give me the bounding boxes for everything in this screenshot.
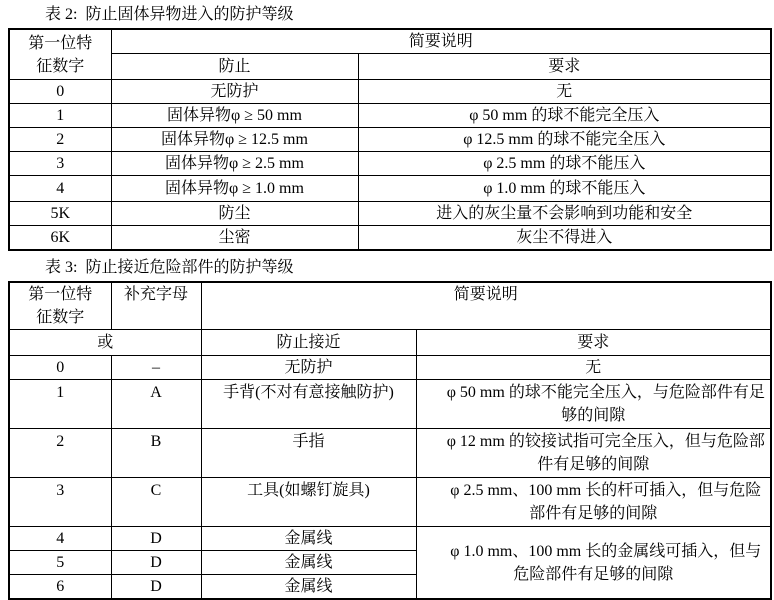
t3-header-requirement: 要求 <box>416 330 771 356</box>
table2-caption: 表 2: 防止固体异物进入的防护等级 <box>45 6 294 23</box>
table-row <box>9 380 771 429</box>
table-row <box>9 226 771 251</box>
t2-header-row-2 <box>9 54 771 80</box>
t3-header-row-2 <box>9 330 771 356</box>
cell-requirement: φ 12 mm 的铰接试指可完全压入，但与危险部件有足够的间隙 <box>416 429 771 478</box>
cell-letter: – <box>111 356 201 380</box>
table-row <box>9 202 771 226</box>
t3-header-or: 或 <box>9 330 201 356</box>
cell-access: 金属线 <box>201 551 416 575</box>
t3-header-row-1 <box>9 282 771 330</box>
cell-requirement: 无 <box>416 356 771 380</box>
table-row <box>9 104 771 128</box>
cell-digit: 5 <box>9 551 111 575</box>
cell-requirement: φ 12.5 mm 的球不能完全压入 <box>358 128 771 152</box>
table2-solid-objects <box>8 28 772 251</box>
cell-letter: D <box>111 551 201 575</box>
t3-header-first-digit <box>9 282 111 330</box>
cell-prevent: 固体异物φ ≥ 50 mm <box>111 104 358 128</box>
t2-header-first-digit-line1: 第一位特 <box>28 34 93 52</box>
cell-prevent: 防尘 <box>111 202 358 226</box>
cell-requirement: φ 2.5 mm 的球不能压入 <box>358 152 771 176</box>
cell-code: 5K <box>9 202 111 226</box>
cell-prevent: 固体异物φ ≥ 12.5 mm <box>111 128 358 152</box>
cell-requirement: φ 50 mm 的球不能完全压入，与危险部件有足够的间隙 <box>416 380 771 429</box>
cell-access: 金属线 <box>201 527 416 551</box>
cell-requirement: φ 1.0 mm 的球不能压入 <box>358 176 771 202</box>
cell-letter: A <box>111 380 201 429</box>
cell-digit: 1 <box>9 380 111 429</box>
t2-header-first-digit <box>9 29 111 80</box>
t2-header-first-digit-line2: 征数字 <box>36 57 85 75</box>
table-row <box>9 527 771 551</box>
cell-requirement: 无 <box>358 80 771 104</box>
cell-requirement: 灰尘不得进入 <box>358 226 771 251</box>
cell-digit: 4 <box>9 527 111 551</box>
cell-code: 4 <box>9 176 111 202</box>
cell-letter: D <box>111 527 201 551</box>
cell-requirement: φ 50 mm 的球不能完全压入 <box>358 104 771 128</box>
cell-prevent: 尘密 <box>111 226 358 251</box>
t2-header-brief-description: 简要说明 <box>111 29 771 54</box>
table-row <box>9 356 771 380</box>
cell-digit: 0 <box>9 356 111 380</box>
table-row <box>9 128 771 152</box>
table-row <box>9 429 771 478</box>
table-row <box>9 176 771 202</box>
cell-digit: 2 <box>9 429 111 478</box>
cell-code: 6K <box>9 226 111 251</box>
cell-requirement: 进入的灰尘量不会影响到功能和安全 <box>358 202 771 226</box>
cell-access: 金属线 <box>201 575 416 600</box>
cell-requirement-merged: φ 1.0 mm、100 mm 长的金属线可插入，但与危险部件有足够的间隙 <box>416 527 771 600</box>
cell-code: 0 <box>9 80 111 104</box>
table-row <box>9 478 771 527</box>
cell-access: 工具(如螺钉旋具) <box>201 478 416 527</box>
cell-letter: B <box>111 429 201 478</box>
table3-hazardous-parts <box>8 281 772 600</box>
cell-code: 3 <box>9 152 111 176</box>
table3-caption: 表 3: 防止接近危险部件的防护等级 <box>45 259 294 276</box>
cell-access: 手指 <box>201 429 416 478</box>
cell-code: 1 <box>9 104 111 128</box>
t2-header-prevent: 防止 <box>111 54 358 80</box>
table-row <box>9 152 771 176</box>
cell-letter: D <box>111 575 201 600</box>
t2-header-row-1 <box>9 29 771 54</box>
t3-header-letter: 补充字母 <box>111 282 201 330</box>
t3-header-brief-description: 简要说明 <box>201 282 771 330</box>
cell-prevent: 无防护 <box>111 80 358 104</box>
cell-digit: 6 <box>9 575 111 600</box>
cell-prevent: 固体异物φ ≥ 1.0 mm <box>111 176 358 202</box>
cell-access: 无防护 <box>201 356 416 380</box>
t3-header-access: 防止接近 <box>201 330 416 356</box>
cell-code: 2 <box>9 128 111 152</box>
t3-header-first-digit-line2: 征数字 <box>36 309 85 326</box>
cell-prevent: 固体异物φ ≥ 2.5 mm <box>111 152 358 176</box>
cell-letter: C <box>111 478 201 527</box>
t2-header-requirement: 要求 <box>358 54 771 80</box>
cell-digit: 3 <box>9 478 111 527</box>
table-row <box>9 80 771 104</box>
cell-requirement: φ 2.5 mm、100 mm 长的杆可插入，但与危险部件有足够的间隙 <box>416 478 771 527</box>
cell-access: 手背(不对有意接触防护) <box>201 380 416 429</box>
t3-header-first-digit-line1: 第一位特 <box>28 286 93 303</box>
